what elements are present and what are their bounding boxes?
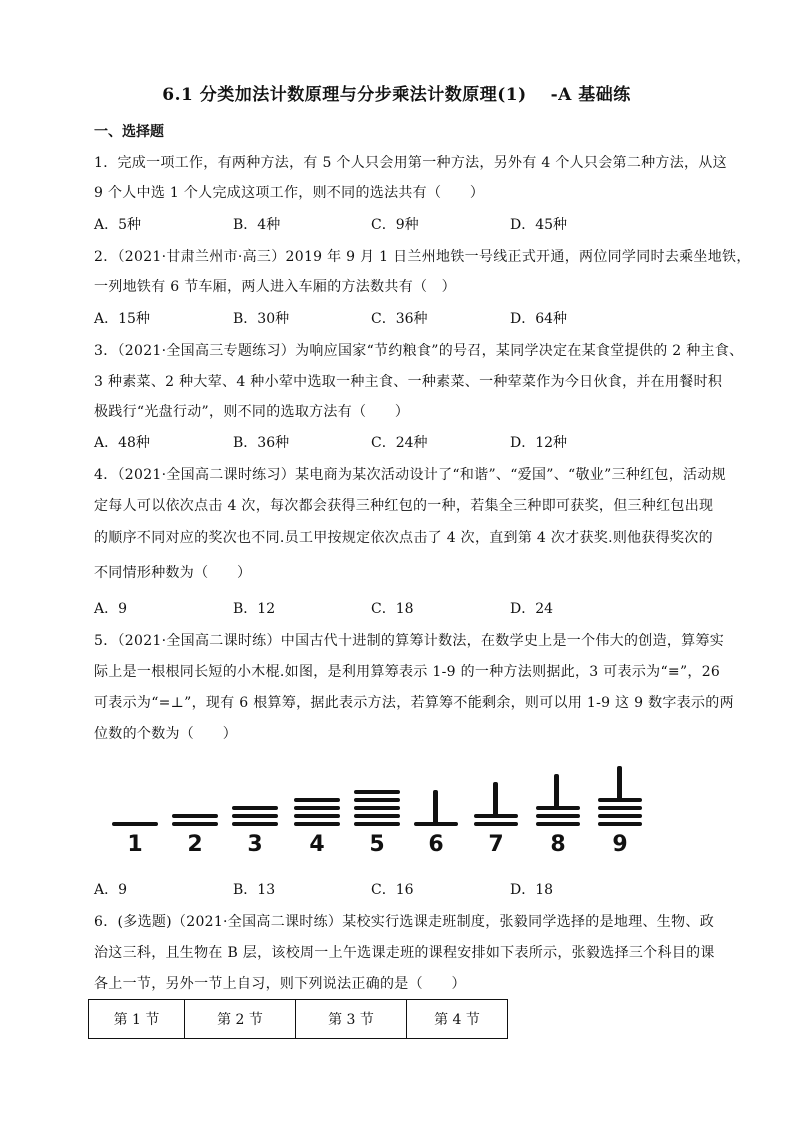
q2-option-c: C．36种 — [371, 311, 428, 327]
table-header-cell: 第 1 节 — [89, 1000, 185, 1039]
rod-2-bar — [172, 822, 218, 826]
rod-numeral: 4 — [309, 832, 325, 857]
q1-option-c: C．9种 — [371, 217, 419, 233]
rod-8-bar — [536, 822, 580, 826]
q3-options — [94, 432, 704, 452]
q4-line-2: 定每人可以依次点击 4 次，每次都会获得三种红包的一种，若集全三种即可获奖，但三种红包出现 — [94, 498, 714, 514]
rod-4-bar — [294, 822, 340, 826]
rod-6-vertical — [433, 790, 438, 824]
q5-option-b: B．13 — [233, 882, 276, 898]
rod-6-bar — [414, 822, 458, 826]
q4-options — [94, 598, 704, 618]
q2-option-a: A．15种 — [94, 311, 150, 327]
q5-line-1: 5．（2021·全国高二课时练）中国古代十进制的算筹计数法，在数学史上是一个伟大的创造，算筹实 — [94, 633, 725, 649]
q3-line-3: 极践行“光盘行动”，则不同的选取方法有（ ） — [94, 404, 410, 420]
schedule-table — [88, 999, 508, 1039]
rod-1-bar — [112, 822, 158, 826]
q5-option-a: A．9 — [94, 882, 128, 898]
q4-line-3: 的顺序不同对应的奖次也不同.员工甲按规定依次点击了 4 次，直到第 4 次才获奖.则他获得奖次的 — [94, 530, 713, 546]
q3-line-1: 3．（2021·全国高三专题练习）为响应国家“节约粮食”的号召，某同学决定在某食堂提供的 2 种主食、 — [94, 343, 744, 359]
q4-option-b: B．12 — [233, 601, 276, 617]
rod-numeral: 5 — [369, 832, 385, 857]
rod-3-bar — [232, 822, 278, 826]
rod-numeral: 7 — [488, 832, 504, 857]
rod-numeral: 2 — [187, 832, 203, 857]
rod-4-bar — [294, 806, 340, 810]
rod-3-bar — [232, 814, 278, 818]
rod-9-vertical — [617, 766, 622, 800]
q2-options — [94, 308, 704, 328]
q2-line-2: 一列地铁有 6 节车厢，两人进入车厢的方法数共有（ ） — [94, 279, 456, 295]
table-header-cell: 第 3 节 — [296, 1000, 407, 1039]
counting-rods-figure — [100, 776, 650, 862]
q1-options — [94, 214, 704, 234]
q6-line-3: 各上一节，另外一节上自习，则下列说法正确的是（ ） — [94, 976, 466, 992]
rod-9-bar — [598, 798, 642, 802]
rod-5-bar — [354, 806, 400, 810]
q1-line-1: 1．完成一项工作，有两种方法，有 5 个人只会用第一种方法，另外有 4 个人只会第二种方法，从这 — [94, 155, 727, 171]
q5-line-2: 际上是一根根同长短的小木棍.如图，是利用算筹表示 1-9 的一种方法则据此，3 可表示为“≡”，26 — [94, 664, 721, 680]
page-title: 6.1 分类加法计数原理与分步乘法计数原理(1) -A 基础练 — [162, 85, 631, 105]
rod-4-bar — [294, 798, 340, 802]
q2-option-d: D．64种 — [510, 311, 568, 327]
q6-line-2: 治这三科，且生物在 B 层，该校周一上午选课走班的课程安排如下表所示，张毅选择三个科目的课 — [94, 945, 715, 961]
q4-option-a: A．9 — [94, 601, 128, 617]
rod-7-bar — [474, 814, 518, 818]
q3-option-a: A．48种 — [94, 435, 150, 451]
rod-8-bar — [536, 814, 580, 818]
rod-7-bar — [474, 822, 518, 826]
rod-9-bar — [598, 822, 642, 826]
rod-numeral: 9 — [612, 832, 628, 857]
table-row — [89, 1000, 508, 1039]
q1-option-a: A．5种 — [94, 217, 142, 233]
rod-7-vertical — [493, 782, 498, 816]
table-header-cell: 第 4 节 — [407, 1000, 508, 1039]
section-heading: 一、选择题 — [94, 124, 164, 140]
q4-line-4: 不同情形种数为（ ） — [94, 565, 252, 581]
q3-option-d: D．12种 — [510, 435, 568, 451]
rod-3-bar — [232, 806, 278, 810]
rod-4-bar — [294, 814, 340, 818]
q3-option-b: B．36种 — [233, 435, 290, 451]
rod-5-bar — [354, 798, 400, 802]
rod-9-bar — [598, 814, 642, 818]
rod-8-vertical — [554, 774, 559, 808]
rod-2-bar — [172, 814, 218, 818]
q5-options — [94, 879, 704, 899]
q1-option-b: B．4种 — [233, 217, 281, 233]
q1-option-d: D．45种 — [510, 217, 568, 233]
q4-option-c: C．18 — [371, 601, 414, 617]
q6-line-1: 6．(多选题)（2021·全国高二课时练）某校实行选课走班制度，张毅同学选择的是地理、生物、政 — [94, 914, 715, 930]
q5-line-3: 可表示为“=⊥”，现有 6 根算筹，据此表示方法，若算筹不能剩余，则可以用 1-9 这 9 数字表示的两 — [94, 695, 734, 711]
q5-option-d: D．18 — [510, 882, 554, 898]
rod-numeral: 6 — [428, 832, 444, 857]
rod-5-bar — [354, 814, 400, 818]
q5-line-4: 位数的个数为（ ） — [94, 726, 237, 742]
q4-option-d: D．24 — [510, 601, 554, 617]
rod-5-bar — [354, 790, 400, 794]
rod-numeral: 8 — [550, 832, 566, 857]
rod-5-bar — [354, 822, 400, 826]
q5-option-c: C．16 — [371, 882, 414, 898]
rod-8-bar — [536, 806, 580, 810]
rod-9-bar — [598, 806, 642, 810]
q2-line-1: 2．（2021·甘肃兰州市·高三）2019 年 9 月 1 日兰州地铁一号线正式开通，两位同学同时去乘坐地铁， — [94, 249, 751, 265]
rod-numeral: 1 — [127, 832, 143, 857]
q3-line-2: 3 种素菜、2 种大荤、4 种小荤中选取一种主食、一种素菜、一种荤菜作为今日伙食，并在用餐时积 — [94, 374, 723, 390]
rod-numeral: 3 — [247, 832, 263, 857]
q2-option-b: B．30种 — [233, 311, 290, 327]
q1-line-2: 9 个人中选 1 个人完成这项工作，则不同的选法共有（ ） — [94, 185, 485, 201]
table-header-cell: 第 2 节 — [185, 1000, 296, 1039]
q3-option-c: C．24种 — [371, 435, 428, 451]
q4-line-1: 4．（2021·全国高二课时练习）某电商为某次活动设计了“和谐”、“爱国”、“敬业”三种红包，活动规 — [94, 467, 726, 483]
